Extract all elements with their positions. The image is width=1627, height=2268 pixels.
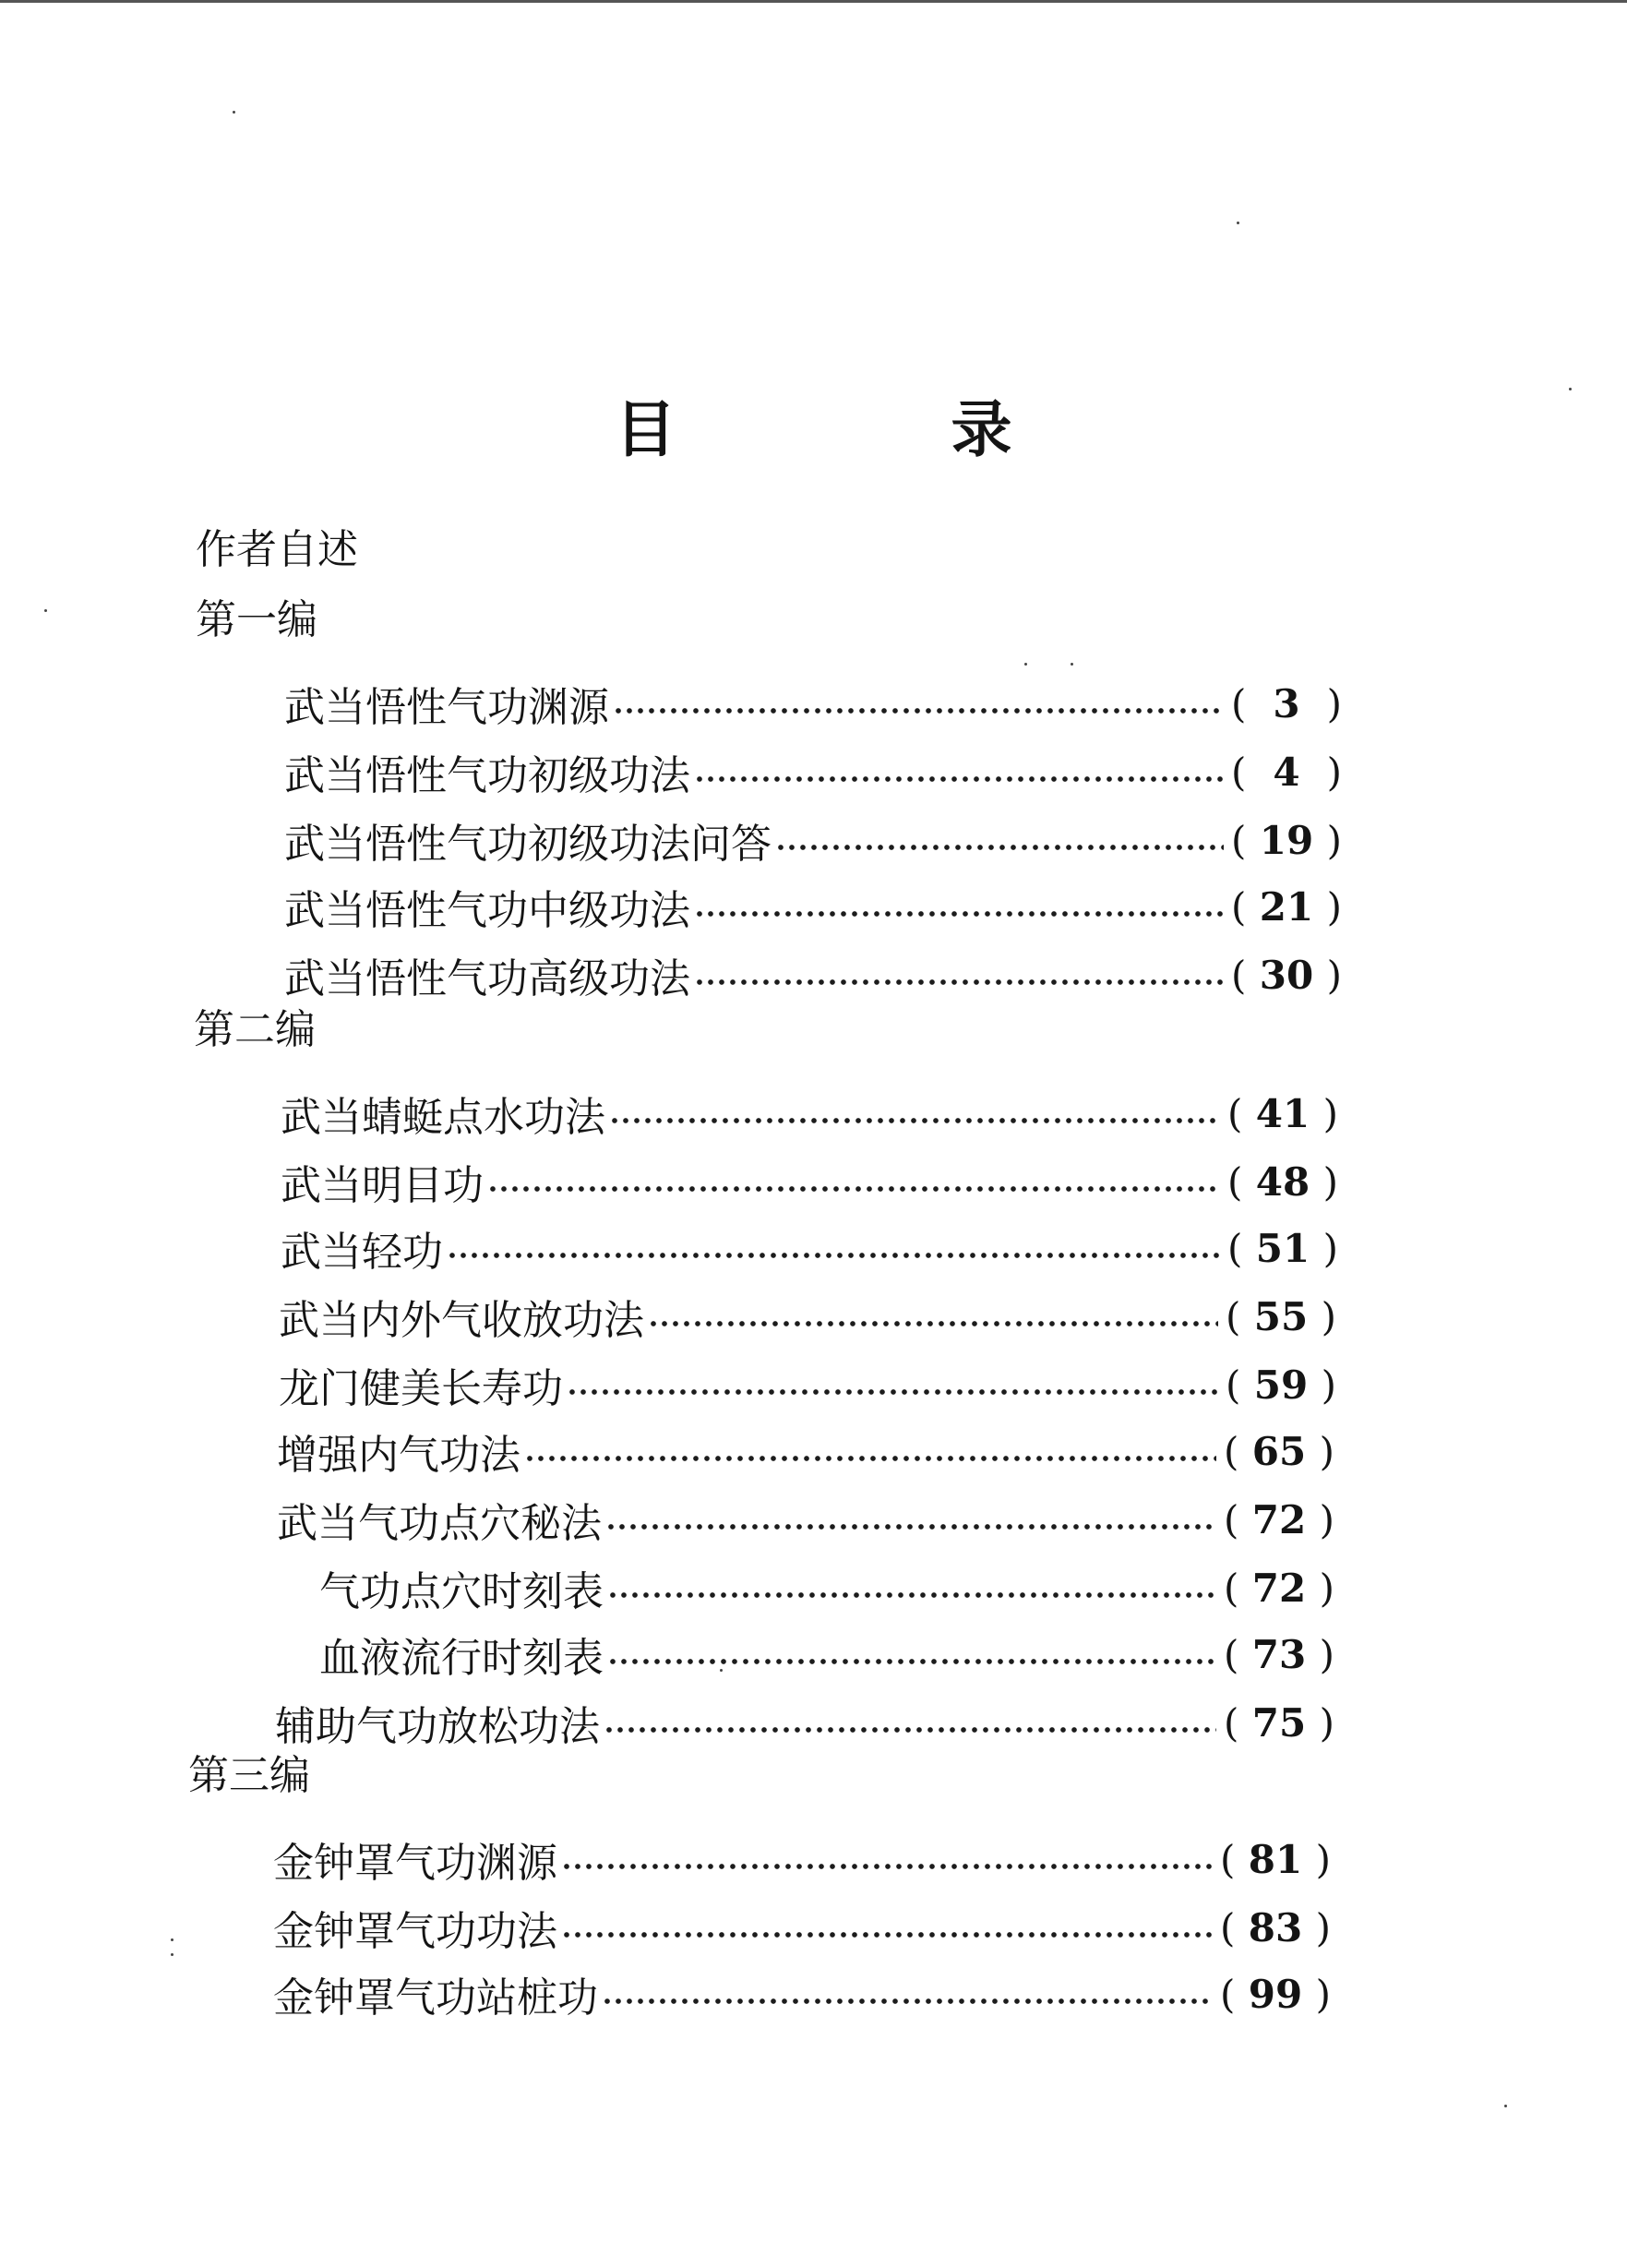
toc-entry-title: 辅助气功放松功法 <box>275 1703 600 1750</box>
dot-leader <box>694 774 1224 785</box>
toc-page-number <box>1224 1566 1334 1611</box>
dot-leader <box>561 1929 1213 1940</box>
toc-entry[interactable] <box>273 1966 1331 2022</box>
dot-leader <box>605 1521 1216 1532</box>
toc-entry-title: 武当气功点穴秘法 <box>277 1500 602 1547</box>
paren-open: ( <box>1227 1090 1243 1136</box>
dot-leader <box>604 1724 1216 1735</box>
toc-entry[interactable] <box>284 879 1342 934</box>
paren-open: ( <box>1224 1631 1239 1677</box>
toc-page-number <box>1227 1159 1338 1205</box>
scan-speck <box>171 1953 173 1956</box>
toc-entry[interactable] <box>273 1900 1331 1955</box>
page-number: 83 <box>1248 1904 1303 1950</box>
paren-close: ) <box>1319 1496 1334 1542</box>
toc-entry-title: 武当明目功 <box>281 1162 484 1209</box>
toc-entry-title: 武当蜻蜓点水功法 <box>281 1094 605 1141</box>
toc-subentry[interactable] <box>319 1560 1334 1615</box>
paren-close: ) <box>1321 1293 1336 1339</box>
toc-page-number <box>1220 1972 1331 2017</box>
toc-entry-title: 气功点穴时刻表 <box>319 1568 604 1615</box>
dot-leader <box>567 1386 1218 1398</box>
scan-speck <box>233 111 235 114</box>
paren-open: ( <box>1227 1225 1243 1271</box>
toc-entry[interactable] <box>273 1831 1331 1887</box>
paren-close: ) <box>1319 1428 1334 1474</box>
toc-entry[interactable] <box>275 1695 1334 1750</box>
paren-open: ( <box>1226 1293 1241 1339</box>
toc-entry[interactable] <box>277 1423 1334 1479</box>
paren-close: ) <box>1326 817 1342 863</box>
toc-entry-title: 金钟罩气功渊源 <box>273 1840 557 1887</box>
page-number: 3 <box>1273 680 1300 726</box>
toc-entry[interactable] <box>279 1357 1336 1412</box>
scan-speck <box>1024 663 1027 666</box>
page-number: 55 <box>1253 1293 1309 1339</box>
toc-entry-title: 武当悟性气功初级功法问答 <box>284 821 772 868</box>
top-border-line <box>0 0 1627 3</box>
dot-leader <box>613 705 1224 716</box>
dot-leader <box>487 1183 1220 1194</box>
page-number: 4 <box>1273 749 1300 795</box>
paren-open: ( <box>1227 1158 1243 1205</box>
paren-open: ( <box>1220 1904 1236 1950</box>
toc-entry[interactable] <box>279 1289 1336 1344</box>
page-number: 19 <box>1259 817 1314 863</box>
dot-leader <box>694 908 1224 919</box>
toc-page-number <box>1224 1429 1334 1474</box>
toc-entry-title: 武当悟性气功高级功法 <box>284 955 690 1002</box>
scan-speck <box>171 1938 173 1941</box>
toc-entry-title: 武当内外气收放功法 <box>279 1297 644 1344</box>
toc-entry[interactable] <box>284 947 1342 1002</box>
paren-close: ) <box>1319 1565 1334 1611</box>
toc-page-number <box>1224 1700 1334 1746</box>
page-number: 41 <box>1255 1090 1310 1136</box>
scan-speck <box>720 1669 723 1672</box>
toc-entry-title: 武当轻功 <box>281 1229 443 1276</box>
page-number: 65 <box>1251 1428 1307 1474</box>
paren-open: ( <box>1220 1971 1236 2017</box>
toc-entry-title: 龙门健美长寿功 <box>279 1365 563 1412</box>
dot-leader <box>447 1250 1220 1261</box>
paren-close: ) <box>1326 680 1342 726</box>
dot-leader <box>694 977 1224 988</box>
paren-open: ( <box>1224 1565 1239 1611</box>
toc-page-number <box>1227 1091 1338 1136</box>
paren-open: ( <box>1224 1496 1239 1542</box>
toc-page-number <box>1231 681 1342 726</box>
scan-speck <box>44 609 47 612</box>
paren-close: ) <box>1326 749 1342 795</box>
page-number: 21 <box>1259 883 1314 930</box>
dot-leader <box>607 1590 1216 1601</box>
page-number: 72 <box>1251 1496 1307 1542</box>
paren-close: ) <box>1315 1904 1331 1950</box>
toc-page-number <box>1231 953 1342 998</box>
toc-entry-title: 武当悟性气功渊源 <box>284 684 609 731</box>
paren-close: ) <box>1322 1158 1338 1205</box>
toc-entry[interactable] <box>281 1154 1338 1209</box>
paren-open: ( <box>1231 680 1247 726</box>
toc-entry[interactable] <box>281 1086 1338 1141</box>
paren-open: ( <box>1231 817 1247 863</box>
paren-open: ( <box>1226 1362 1241 1408</box>
toc-entry-title: 增强内气功法 <box>277 1432 520 1479</box>
paren-open: ( <box>1231 883 1247 930</box>
toc-page-number <box>1231 750 1342 795</box>
paren-close: ) <box>1315 1971 1331 2017</box>
toc-part-heading[interactable]: 第二编 <box>194 1006 316 1053</box>
paren-close: ) <box>1315 1836 1331 1882</box>
toc-page-number <box>1220 1905 1331 1950</box>
toc-part-heading[interactable]: 第三编 <box>188 1752 310 1799</box>
paren-close: ) <box>1319 1699 1334 1746</box>
paren-close: ) <box>1322 1090 1338 1136</box>
toc-part-heading[interactable]: 第一编 <box>196 596 317 643</box>
toc-page-number <box>1227 1226 1338 1271</box>
paren-close: ) <box>1321 1362 1336 1408</box>
dot-leader <box>609 1115 1220 1126</box>
page-number: 59 <box>1253 1362 1309 1408</box>
toc-entry-title: 武当悟性气功初级功法 <box>284 752 690 799</box>
paren-open: ( <box>1231 952 1247 998</box>
toc-entry[interactable] <box>281 1220 1338 1276</box>
page-number: 99 <box>1248 1971 1303 2017</box>
scan-speck <box>1071 663 1073 666</box>
toc-preface[interactable]: 作者自述 <box>196 526 358 573</box>
page-number: 51 <box>1255 1225 1310 1271</box>
toc-page-number <box>1224 1497 1334 1542</box>
toc-page-number <box>1231 884 1342 930</box>
page-title: 目 录 <box>615 393 1119 465</box>
toc-entry-title: 武当悟性气功中级功法 <box>284 887 690 934</box>
paren-close: ) <box>1326 883 1342 930</box>
toc-entry-title: 金钟罩气功功法 <box>273 1908 557 1955</box>
toc-page-number <box>1220 1837 1331 1882</box>
paren-close: ) <box>1326 952 1342 998</box>
paren-open: ( <box>1231 749 1247 795</box>
paren-open: ( <box>1220 1836 1236 1882</box>
scan-speck <box>1237 222 1239 224</box>
dot-leader <box>775 842 1224 853</box>
paren-close: ) <box>1319 1631 1334 1677</box>
scan-speck <box>1569 388 1572 390</box>
dot-leader <box>524 1453 1216 1464</box>
dot-leader <box>561 1861 1213 1872</box>
page-number: 73 <box>1251 1631 1307 1677</box>
paren-close: ) <box>1322 1225 1338 1271</box>
toc-page-number <box>1226 1362 1336 1408</box>
toc-entry[interactable] <box>277 1492 1334 1547</box>
page-number: 81 <box>1248 1836 1303 1882</box>
dot-leader <box>602 1996 1213 2007</box>
scan-speck <box>1504 2105 1507 2107</box>
toc-page-number <box>1231 818 1342 863</box>
dot-leader <box>607 1656 1216 1667</box>
paren-open: ( <box>1224 1699 1239 1746</box>
toc-subentry[interactable] <box>319 1626 1334 1682</box>
paren-open: ( <box>1224 1428 1239 1474</box>
toc-entry[interactable] <box>284 812 1342 868</box>
dot-leader <box>648 1318 1218 1329</box>
toc-page-number <box>1224 1632 1334 1677</box>
page-number: 48 <box>1255 1158 1310 1205</box>
page-number: 75 <box>1251 1699 1307 1746</box>
toc-page-number <box>1226 1294 1336 1339</box>
page-number: 30 <box>1259 952 1314 998</box>
toc-entry-title: 血液流行时刻表 <box>319 1635 604 1682</box>
toc-entry[interactable] <box>284 744 1342 799</box>
page-number: 72 <box>1251 1565 1307 1611</box>
toc-entry-title: 金钟罩气功站桩功 <box>273 1974 598 2022</box>
toc-entry[interactable] <box>284 676 1342 731</box>
